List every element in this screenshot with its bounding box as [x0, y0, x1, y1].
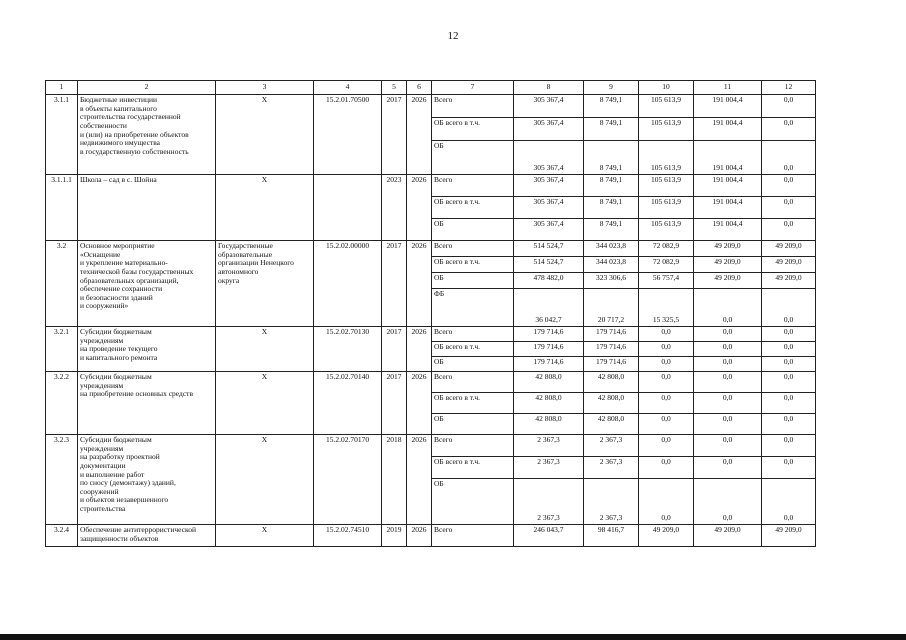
item-start-year: 2017 — [382, 241, 407, 327]
funding-source: ОБ — [432, 479, 514, 525]
value-col-10: 105 613,9 — [639, 197, 694, 219]
funding-source: ОБ всего в т.ч. — [432, 257, 514, 273]
value-col-11: 0,0 — [694, 372, 762, 393]
item-kbk — [314, 175, 382, 241]
value-col-12: 0,0 — [762, 342, 816, 357]
item-executor: Х — [216, 372, 314, 435]
value-col-11: 0,0 — [694, 327, 762, 342]
value-col-12: 0,0 — [762, 435, 816, 457]
value-col-10: 0,0 — [639, 457, 694, 479]
value-col-12: 49 209,0 — [762, 257, 816, 273]
value-col-11: 49 209,0 — [694, 525, 762, 547]
header-cell: 4 — [314, 81, 382, 95]
item-executor: Х — [216, 95, 314, 175]
item-kbk: 15.2.02.00000 — [314, 241, 382, 327]
value-col-12: 49 209,0 — [762, 525, 816, 547]
table-row — [46, 175, 816, 197]
value-col-10: 0,0 — [639, 357, 694, 372]
item-name: Бюджетные инвестиции в объекты капитального строительства государственной собственности и (или) на приобретение объектов недвижимого имущества в государственную собственность — [78, 95, 216, 175]
value-col-9: 344 023,8 — [584, 257, 639, 273]
value-col-12: 0,0 — [762, 457, 816, 479]
value-col-8: 305 367,4 — [514, 175, 584, 197]
value-col-9: 179 714,6 — [584, 357, 639, 372]
value-col-10: 0,0 — [639, 435, 694, 457]
value-col-9: 8 749,1 — [584, 95, 639, 118]
value-col-9: 344 023,8 — [584, 241, 639, 257]
item-kbk: 15.2.02.70170 — [314, 435, 382, 525]
value-col-8: 246 043,7 — [514, 525, 584, 547]
table-row — [46, 525, 816, 547]
funding-source: Всего — [432, 95, 514, 118]
value-col-8: 42 808,0 — [514, 393, 584, 414]
value-col-8: 36 042,7 — [514, 289, 584, 327]
item-kbk: 15.2.02.70130 — [314, 327, 382, 372]
header-cell: 7 — [432, 81, 514, 95]
value-col-12: 0,0 — [762, 479, 816, 525]
value-col-12: 0,0 — [762, 327, 816, 342]
value-col-9: 20 717,2 — [584, 289, 639, 327]
value-col-9: 2 367,3 — [584, 479, 639, 525]
value-col-8: 179 714,6 — [514, 357, 584, 372]
item-name: Школа – сад в с. Шойна — [78, 175, 216, 241]
table-row — [46, 95, 816, 118]
header-cell: 3 — [216, 81, 314, 95]
funding-source: ОБ всего в т.ч. — [432, 197, 514, 219]
value-col-10: 105 613,9 — [639, 219, 694, 241]
value-col-11: 0,0 — [694, 289, 762, 327]
funding-source: ОБ — [432, 357, 514, 372]
value-col-9: 2 367,3 — [584, 435, 639, 457]
table-row — [46, 372, 816, 393]
header-row — [46, 81, 816, 95]
funding-source: ОБ — [432, 414, 514, 435]
value-col-12: 0,0 — [762, 372, 816, 393]
value-col-8: 305 367,4 — [514, 95, 584, 118]
value-col-12: 0,0 — [762, 414, 816, 435]
funding-source: ОБ всего в т.ч. — [432, 118, 514, 141]
budget-table — [45, 80, 816, 547]
value-col-10: 0,0 — [639, 393, 694, 414]
value-col-12: 0,0 — [762, 219, 816, 241]
value-col-12: 0,0 — [762, 141, 816, 175]
item-end-year: 2026 — [407, 241, 432, 327]
header-cell: 8 — [514, 81, 584, 95]
value-col-8: 514 524,7 — [514, 241, 584, 257]
funding-source: Всего — [432, 327, 514, 342]
item-start-year: 2023 — [382, 175, 407, 241]
value-col-8: 42 808,0 — [514, 414, 584, 435]
item-code: 3.2.3 — [46, 435, 78, 525]
funding-source: ФБ — [432, 289, 514, 327]
item-code: 3.2.2 — [46, 372, 78, 435]
value-col-10: 15 325,5 — [639, 289, 694, 327]
table-row — [46, 241, 816, 257]
funding-source: Всего — [432, 525, 514, 547]
value-col-11: 49 209,0 — [694, 241, 762, 257]
value-col-10: 72 082,9 — [639, 241, 694, 257]
table-row — [46, 435, 816, 457]
value-col-10: 105 613,9 — [639, 118, 694, 141]
value-col-12: 0,0 — [762, 197, 816, 219]
value-col-8: 305 367,4 — [514, 219, 584, 241]
value-col-11: 49 209,0 — [694, 273, 762, 289]
item-end-year: 2026 — [407, 435, 432, 525]
item-start-year: 2018 — [382, 435, 407, 525]
item-start-year: 2017 — [382, 327, 407, 372]
value-col-9: 8 749,1 — [584, 118, 639, 141]
funding-source: ОБ всего в т.ч. — [432, 393, 514, 414]
item-name: Субсидии бюджетным учреждениям на проведение текущего и капитального ремонта — [78, 327, 216, 372]
value-col-12: 0,0 — [762, 357, 816, 372]
value-col-8: 305 367,4 — [514, 141, 584, 175]
value-col-11: 191 004,4 — [694, 197, 762, 219]
page-number: 12 — [447, 30, 459, 42]
value-col-11: 191 004,4 — [694, 118, 762, 141]
value-col-11: 191 004,4 — [694, 219, 762, 241]
value-col-11: 191 004,4 — [694, 95, 762, 118]
value-col-10: 105 613,9 — [639, 141, 694, 175]
header-cell: 2 — [78, 81, 216, 95]
value-col-8: 305 367,4 — [514, 118, 584, 141]
value-col-10: 105 613,9 — [639, 175, 694, 197]
value-col-10: 72 082,9 — [639, 257, 694, 273]
value-col-9: 2 367,3 — [584, 457, 639, 479]
value-col-12: 49 209,0 — [762, 241, 816, 257]
value-col-10: 0,0 — [639, 342, 694, 357]
item-code: 3.1.1.1 — [46, 175, 78, 241]
item-end-year: 2026 — [407, 327, 432, 372]
value-col-9: 323 306,6 — [584, 273, 639, 289]
item-name: Субсидии бюджетным учреждениям на приобретение основных средств — [78, 372, 216, 435]
item-code: 3.2.1 — [46, 327, 78, 372]
funding-source: Всего — [432, 372, 514, 393]
value-col-11: 0,0 — [694, 414, 762, 435]
value-col-10: 49 209,0 — [639, 525, 694, 547]
header-cell: 12 — [762, 81, 816, 95]
value-col-9: 179 714,6 — [584, 327, 639, 342]
value-col-11: 0,0 — [694, 357, 762, 372]
value-col-9: 8 749,1 — [584, 141, 639, 175]
value-col-9: 8 749,1 — [584, 197, 639, 219]
funding-source: Всего — [432, 175, 514, 197]
value-col-12: 0,0 — [762, 175, 816, 197]
item-kbk: 15.2.02.70140 — [314, 372, 382, 435]
value-col-8: 514 524,7 — [514, 257, 584, 273]
value-col-9: 179 714,6 — [584, 342, 639, 357]
value-col-9: 42 808,0 — [584, 372, 639, 393]
header-cell: 10 — [639, 81, 694, 95]
value-col-8: 2 367,3 — [514, 457, 584, 479]
item-end-year: 2026 — [407, 95, 432, 175]
item-kbk: 15.2.02.74510 — [314, 525, 382, 547]
funding-source: ОБ — [432, 141, 514, 175]
table-row — [46, 327, 816, 342]
value-col-9: 42 808,0 — [584, 393, 639, 414]
item-executor: Х — [216, 327, 314, 372]
item-start-year: 2017 — [382, 372, 407, 435]
value-col-12: 0,0 — [762, 95, 816, 118]
funding-source: ОБ — [432, 273, 514, 289]
item-end-year: 2026 — [407, 372, 432, 435]
item-executor: Х — [216, 525, 314, 547]
value-col-9: 8 749,1 — [584, 219, 639, 241]
value-col-12: 0,0 — [762, 289, 816, 327]
item-executor: Х — [216, 175, 314, 241]
value-col-10: 0,0 — [639, 327, 694, 342]
item-kbk: 15.2.01.70500 — [314, 95, 382, 175]
funding-source: Всего — [432, 241, 514, 257]
value-col-11: 0,0 — [694, 457, 762, 479]
value-col-10: 0,0 — [639, 372, 694, 393]
item-executor: Х — [216, 435, 314, 525]
value-col-11: 0,0 — [694, 479, 762, 525]
value-col-11: 0,0 — [694, 435, 762, 457]
item-name: Обеспечение антитеррористической защищенности объектов — [78, 525, 216, 547]
header-cell: 6 — [407, 81, 432, 95]
funding-source: ОБ — [432, 219, 514, 241]
item-start-year: 2019 — [382, 525, 407, 547]
value-col-12: 0,0 — [762, 118, 816, 141]
header-cell: 9 — [584, 81, 639, 95]
item-code: 3.2.4 — [46, 525, 78, 547]
value-col-11: 0,0 — [694, 342, 762, 357]
header-cell: 1 — [46, 81, 78, 95]
value-col-11: 0,0 — [694, 393, 762, 414]
value-col-10: 56 757,4 — [639, 273, 694, 289]
value-col-9: 98 416,7 — [584, 525, 639, 547]
value-col-12: 0,0 — [762, 393, 816, 414]
item-code: 3.1.1 — [46, 95, 78, 175]
value-col-8: 2 367,3 — [514, 479, 584, 525]
value-col-10: 0,0 — [639, 479, 694, 525]
item-name: Основное мероприятие «Оснащение и укрепление материально- технической базы государственных образовательных организаций, обеспечение сохранности и безопасности зданий и сооружений» — [78, 241, 216, 327]
funding-source: ОБ всего в т.ч. — [432, 342, 514, 357]
value-col-8: 305 367,4 — [514, 197, 584, 219]
item-end-year: 2026 — [407, 525, 432, 547]
value-col-10: 0,0 — [639, 414, 694, 435]
item-end-year: 2026 — [407, 175, 432, 241]
value-col-10: 105 613,9 — [639, 95, 694, 118]
item-executor: Государственные образовательные организации Ненецкого автономного округа — [216, 241, 314, 327]
value-col-8: 478 482,0 — [514, 273, 584, 289]
item-start-year: 2017 — [382, 95, 407, 175]
item-name: Субсидии бюджетным учреждениям на разработку проектной документации и выполнение работ по сносу (демонтажу) зданий, сооружений и объектов незавершенного строительства — [78, 435, 216, 525]
value-col-11: 49 209,0 — [694, 257, 762, 273]
value-col-12: 49 209,0 — [762, 273, 816, 289]
item-code: 3.2 — [46, 241, 78, 327]
scan-edge — [0, 634, 906, 640]
value-col-8: 42 808,0 — [514, 372, 584, 393]
funding-source: Всего — [432, 435, 514, 457]
value-col-9: 42 808,0 — [584, 414, 639, 435]
value-col-11: 191 004,4 — [694, 175, 762, 197]
value-col-8: 179 714,6 — [514, 342, 584, 357]
value-col-9: 8 749,1 — [584, 175, 639, 197]
value-col-11: 191 004,4 — [694, 141, 762, 175]
header-cell: 5 — [382, 81, 407, 95]
header-cell: 11 — [694, 81, 762, 95]
value-col-8: 2 367,3 — [514, 435, 584, 457]
value-col-8: 179 714,6 — [514, 327, 584, 342]
funding-source: ОБ всего в т.ч. — [432, 457, 514, 479]
